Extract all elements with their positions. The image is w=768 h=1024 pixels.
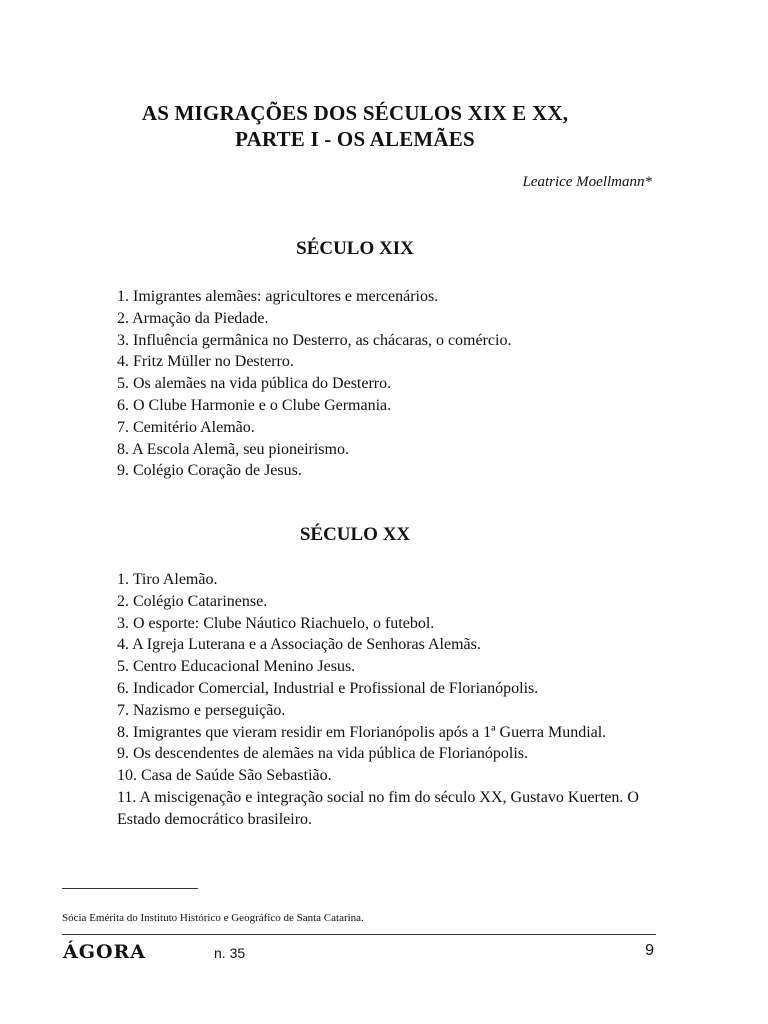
list-item: 8. Imigrantes que vieram residir em Florianópolis após a 1ª Guerra Mundial. bbox=[117, 723, 607, 741]
list-item: 4. A Igreja Luterana e a Associação de Senhoras Alemãs. bbox=[117, 636, 481, 654]
list-item: 3. Influência germânica no Desterro, as chácaras, o comércio. bbox=[117, 331, 512, 349]
list-item: 7. Nazismo e perseguição. bbox=[117, 701, 286, 719]
list-item: 6. Indicador Comercial, Industrial e Profissional de Florianópolis. bbox=[117, 679, 539, 697]
list-item: 3. O esporte: Clube Náutico Riachuelo, o futebol. bbox=[117, 614, 435, 632]
list-item: 5. Os alemães na vida pública do Desterro. bbox=[117, 375, 392, 393]
list-item: 11. A miscigenação e integração social no fim do século XX, Gustavo Kuerten. O Estado democrático brasileiro. bbox=[117, 788, 639, 828]
list-item: 2. Colégio Catarinense. bbox=[117, 592, 268, 610]
list-item: 9. Os descendentes de alemães na vida pública de Florianópolis. bbox=[117, 745, 528, 763]
topic-list-seculo-xix bbox=[117, 286, 657, 482]
topic-list-seculo-xx bbox=[117, 569, 657, 831]
list-item: 1. Tiro Alemão. bbox=[117, 571, 218, 588]
list-item: 6. O Clube Harmonie e o Clube Germania. bbox=[117, 396, 392, 414]
list-item: 10. Casa de Saúde São Sebastião. bbox=[117, 767, 332, 785]
article-title-line-1: AS MIGRAÇÕES DOS SÉCULOS XIX E XX, bbox=[141, 101, 569, 125]
footer-divider bbox=[62, 934, 656, 935]
journal-name: ÁGORA bbox=[63, 941, 147, 963]
list-item: 9. Colégio Coração de Jesus. bbox=[117, 462, 302, 480]
list-item: 2. Armação da Piedade. bbox=[117, 309, 269, 327]
issue-number: n. 35 bbox=[214, 945, 246, 961]
list-item: 7. Cemitério Alemão. bbox=[117, 418, 255, 436]
section-heading-seculo-xx: SÉCULO XX bbox=[299, 524, 411, 545]
list-item: 5. Centro Educacional Menino Jesus. bbox=[117, 658, 356, 676]
section-heading-seculo-xix: SÉCULO XIX bbox=[296, 238, 414, 259]
page-number: 9 bbox=[645, 942, 654, 959]
article-title-line-2: PARTE I - OS ALEMÃES bbox=[235, 127, 475, 151]
list-item: 8. A Escola Alemã, seu pioneirismo. bbox=[117, 440, 349, 458]
list-item: 1. Imigrantes alemães: agricultores e mercenários. bbox=[117, 288, 439, 305]
author-name: Leatrice Moellmann* bbox=[522, 174, 652, 190]
list-item: 4. Fritz Müller no Desterro. bbox=[117, 353, 294, 371]
footnote: Sócia Emérita do Instituto Histórico e Geográfico de Santa Catarina. bbox=[62, 912, 364, 924]
footnote-divider bbox=[62, 888, 198, 889]
